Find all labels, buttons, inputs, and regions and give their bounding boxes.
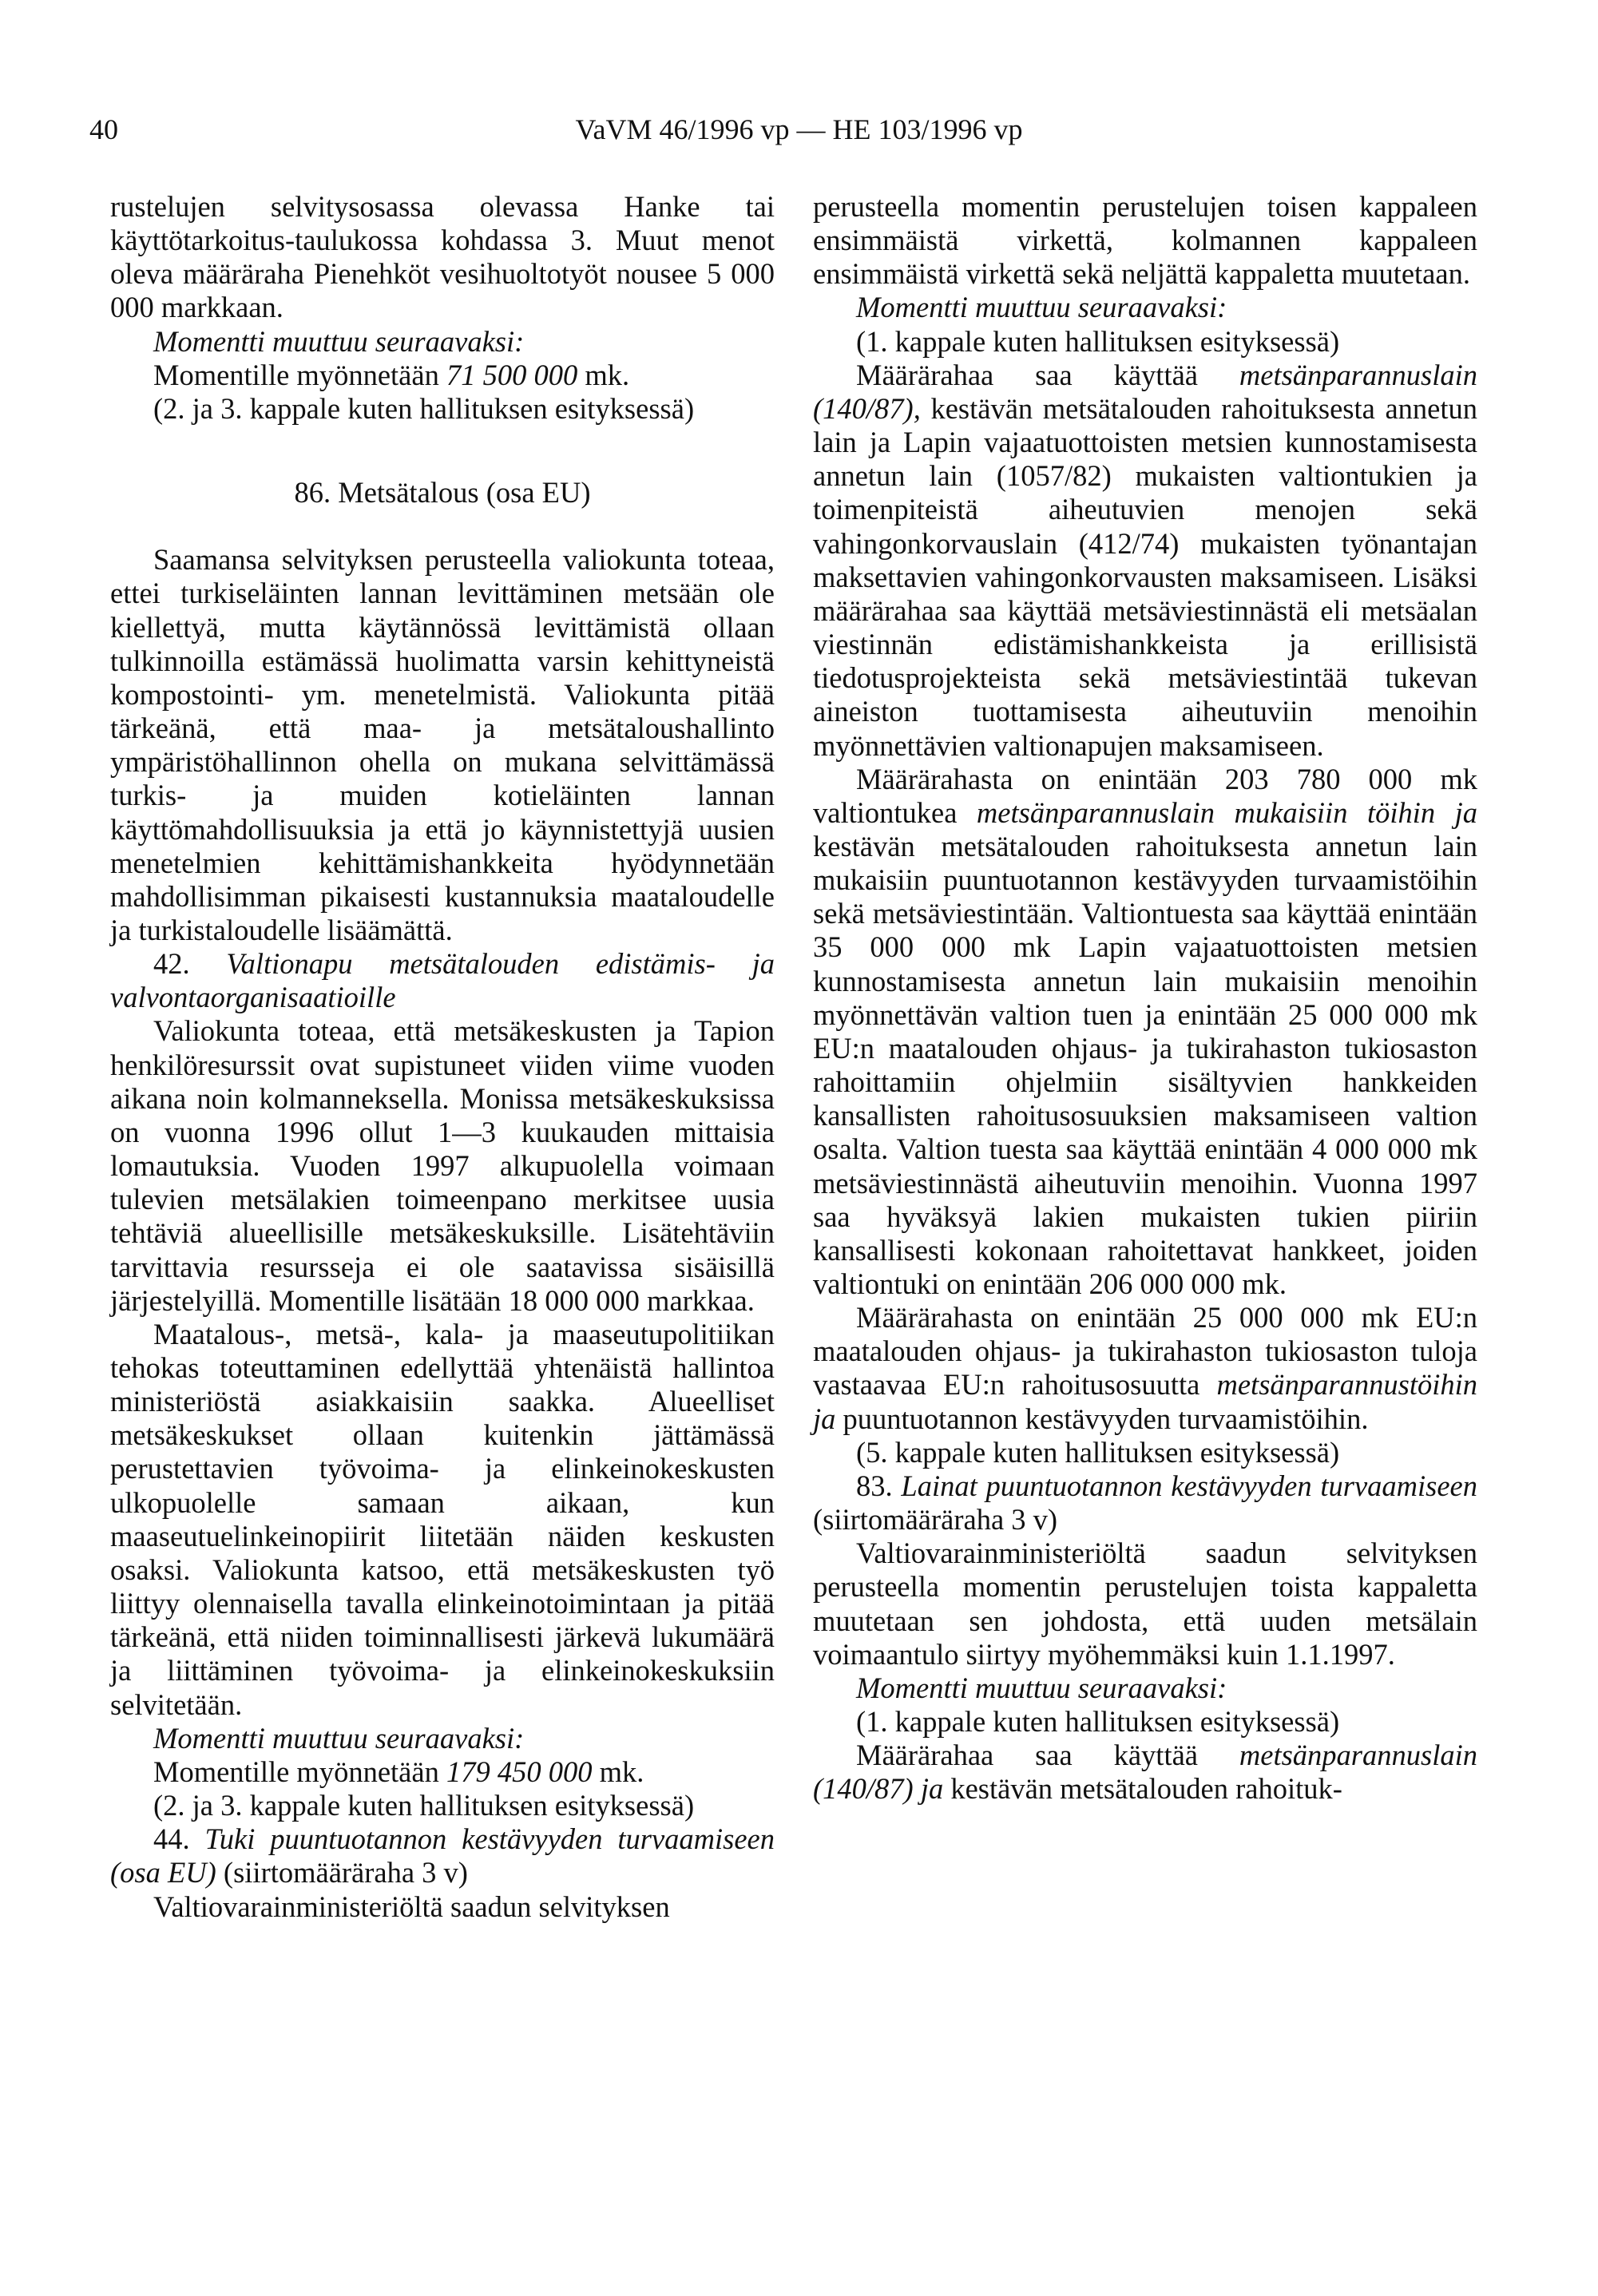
paragraph: Valtiovarainministeriöltä saadun selvityksen bbox=[153, 1890, 670, 1923]
left-column bbox=[110, 190, 775, 1924]
paragraph: Määrärahasta on enintään 25 000 000 mk EU:n maatalouden ohjaus- ja tukirahaston tukiosaston tuloja vastaavaa EU:n rahoitusosuutta metsänparannustöihin ja puuntuotannon kestävyyden turvaamistöihin. bbox=[813, 1301, 1477, 1435]
paragraph: (5. kappale kuten hallituksen esityksessä) bbox=[856, 1435, 1340, 1469]
paragraph: (1. kappale kuten hallituksen esityksessä) bbox=[856, 1705, 1340, 1739]
amendment-heading: Momentti muuttuu seuraavaksi: bbox=[153, 1721, 525, 1755]
paragraph: Maatalous-, metsä-, kala- ja maaseutupolitiikan tehokas toteuttaminen edellyttää yhtenäistä hallintoa ministeriöstä asiakkaisiin saakka. Alueelliset metsäkeskukset ollaan kuitenkin jättämässä perustettavien työvoima- ja elinkeinokeskusten ulkopuolelle samaan aikaan, kun maaseutuelinkeinopiirit liitetään näiden keskusten osaksi. Valiokunta katsoo, että metsäkeskusten työ liittyy olennaisella tavalla elinkeinotoimintaan ja pitää tärkeänä, että niiden toiminnallisesti järkevä lukumäärä ja liittäminen työvoima- ja elinkeinokeskuksiin selvitetään. bbox=[110, 1317, 775, 1721]
paragraph: Määrärahaa saa käyttää metsänparannuslain (140/87), kestävän metsätalouden rahoituksesta annetun lain ja Lapin vajaatuottoisten metsien kunnostamisesta annetun lain (1057/82) mukaisten valtiontukien ja toimenpiteistä aiheutuvien menojen sekä vahingonkorvauslain (412/74) mukaisten työnantajan maksettavien vahingonkorvausten maksamiseen. Lisäksi määrärahaa saa käyttää metsäviestinnästä eli metsäalan viestinnän edistämishankkeista ja erillisistä tiedotusprojekteista sekä metsäviestintää tukevan aineiston tuottamisesta aiheutuviin menoihin myönnettävien valtionapujen maksamiseen. bbox=[813, 358, 1477, 762]
amendment-heading: Momentti muuttuu seuraavaksi: bbox=[153, 324, 525, 358]
item-heading: 83. Lainat puuntuotannon kestävyyden turvaamiseen (siirtomääräraha 3 v) bbox=[813, 1469, 1477, 1537]
paragraph: Saamansa selvityksen perusteella valiokunta toteaa, ettei turkiseläinten lannan levittäminen metsään ole kiellettyä, mutta käytännössä levittämistä ollaan tulkinnoilla estämässä huolimatta varsin kehittyneistä kompostointi- ym. menetelmistä. Valiokunta pitää tärkeänä, että maa- ja metsätaloushallinto ympäristöhallinnon ohella on mukana selvittämässä turkis- ja muiden kotieläinten lannan käyttömahdollisuuksia ja että jo käynnistettyjä uusien menetelmien kehittämishankkeita hyödynnetään mahdollisimman pikaisesti kustannuksia maataloudelle ja turkistaloudelle lisäämättä. bbox=[110, 543, 775, 946]
paragraph: (2. ja 3. kappale kuten hallituksen esityksessä) bbox=[153, 1789, 695, 1822]
paragraph: (2. ja 3. kappale kuten hallituksen esityksessä) bbox=[153, 391, 695, 425]
amendment-heading: Momentti muuttuu seuraavaksi: bbox=[856, 1671, 1227, 1704]
paragraph: Valtiovarainministeriöltä saadun selvityksen perusteella momentin perustelujen toista kappaletta muutetaan sen johdosta, että uuden metsälain voimaantulo siirtyy myöhemmäksi kuin 1.1.1997. bbox=[813, 1537, 1477, 1671]
paragraph: perusteella momentin perustelujen toisen kappaleen ensimmäistä virkettä, kolmannen kappaleen ensimmäistä virkettä sekä neljättä kappaletta muutetaan. bbox=[813, 190, 1477, 291]
page-header bbox=[89, 110, 1509, 149]
section-title: 86. Metsätalous (osa EU) bbox=[294, 476, 591, 510]
paragraph: Valiokunta toteaa, että metsäkeskusten ja Tapion henkilöresurssit ovat supistuneet viiden viime vuoden aikana noin kolmanneksella. Monissa metsäkeskuksissa on vuonna 1996 ollut 1—3 kuukauden mittaisia lomautuksia. Vuoden 1997 alkupuolella voimaan tulevien metsälakien toimeenpano merkitsee uusia tehtäviä alueellisille metsäkeskuksille. Lisätehtäviin tarvittavia resursseja ei ole saatavissa sisäisillä järjestelyillä. Momentille lisätään 18 000 000 markkaa. bbox=[110, 1014, 775, 1317]
paragraph: (1. kappale kuten hallituksen esityksessä) bbox=[856, 324, 1340, 358]
paragraph: Momentille myönnetään 71 500 000 mk. bbox=[153, 358, 630, 391]
running-title: VaVM 46/1996 vp — HE 103/1996 vp bbox=[575, 113, 1023, 145]
item-heading: 42. Valtionapu metsätalouden edistämis- ja valvontaorganisaatioille bbox=[110, 947, 775, 1014]
paragraph: Momentille myönnetään 179 450 000 mk. bbox=[153, 1755, 644, 1788]
paragraph: Määrärahaa saa käyttää metsänparannuslain (140/87) ja kestävän metsätalouden rahoituk- bbox=[813, 1739, 1477, 1806]
right-column bbox=[813, 190, 1477, 1806]
paragraph: Määrärahasta on enintään 203 780 000 mk valtiontukea metsänparannuslain mukaisiin töihin ja kestävän metsätalouden rahoituksesta annetun lain mukaisiin puuntuotannon kestävyyden turvaamistöihin sekä metsäviestintään. Valtiontuesta saa käyttää enintään 35 000 000 mk Lapin vajaatuottoisten metsien kunnostamisesta annetun lain mukaisiin menoihin myönnettävän valtion tuen ja enintään 25 000 000 mk EU:n maatalouden ohjaus- ja tukirahaston tukiosaston rahoittamiin ohjelmiin sisältyvien hankkeiden kansallisten rahoitusosuuksien maksamiseen valtion osalta. Valtion tuesta saa käyttää enintään 4 000 000 mk metsäviestinnästä aiheutuviin menoihin. Vuonna 1997 saa hyväksyä lakien mukaisten tukien piiriin kansallisesti kokonaan rahoitettavat hankkeet, joiden valtiontuki on enintään 206 000 000 mk. bbox=[813, 762, 1477, 1300]
item-heading: 44. Tuki puuntuotannon kestävyyden turvaamiseen (osa EU) (siirtomääräraha 3 v) bbox=[110, 1822, 775, 1890]
page-number: 40 bbox=[89, 113, 118, 145]
paragraph: rustelujen selvitysosassa olevassa Hanke tai käyttötarkoitus-taulukossa kohdassa 3. Muut menot oleva määräraha Pienehköt vesihuoltotyöt nousee 5 000 000 markkaan. bbox=[110, 190, 775, 324]
amendment-heading: Momentti muuttuu seuraavaksi: bbox=[856, 291, 1227, 324]
